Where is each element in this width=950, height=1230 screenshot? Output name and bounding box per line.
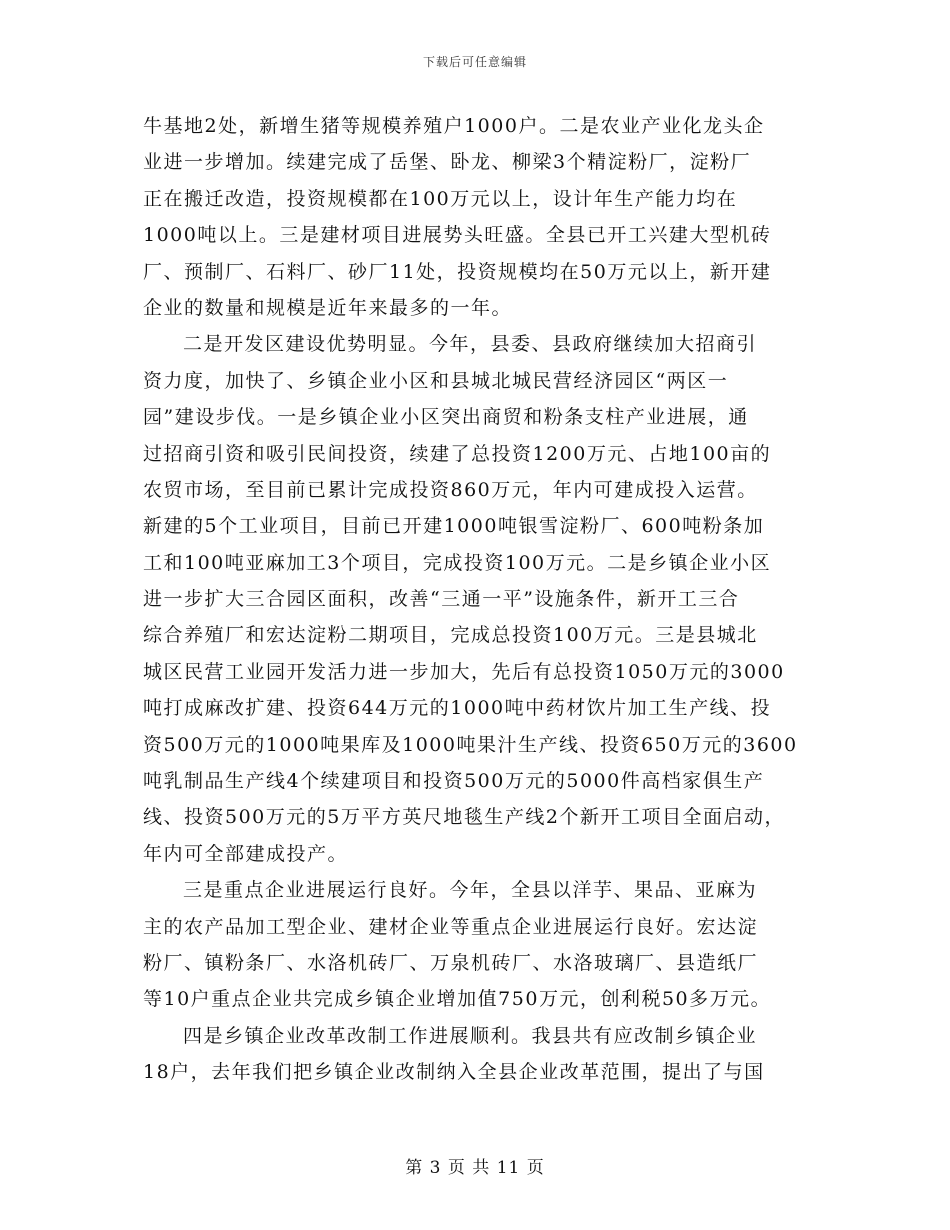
text-line: 园”建设步伐。一是乡镇企业小区突出商贸和粉条支柱产业进展，通 [143, 406, 749, 429]
text-line: 工和100吨亚麻加工3个项目，完成投资100万元。二是乡镇企业小区 [143, 551, 772, 574]
paragraph-first-line: 四是乡镇企业改革改制工作进展顺利。我县共有应改制乡镇企业 [183, 1024, 758, 1047]
paragraph-first-line: 二是开发区建设优势明显。今年，县委、县政府继续加大招商引 [183, 333, 758, 356]
text-line: 吨乳制品生产线4个续建项目和投资500万元的5000件高档家俱生产 [143, 770, 765, 793]
text-line: 综合养殖厂和宏达淀粉二期项目，完成总投资100万元。三是县城北 [143, 624, 758, 647]
text-line: 牛基地2处，新增生猪等规模养殖户1000户。二是农业产业化龙头企 [143, 115, 765, 137]
text-line: 年内可全部建成投产。 [143, 842, 349, 865]
text-line: 18户，去年我们把乡镇企业改制纳入全县企业改革范围，提出了与国 [143, 1061, 765, 1084]
text-line: 等10户重点企业共完成乡镇企业增加值750万元，创利税50多万元。 [143, 988, 772, 1011]
paragraph-first-line: 三是重点企业进展运行良好。今年，全县以洋芋、果品、亚麻为 [183, 879, 758, 902]
text-line: 正在搬迁改造，投资规模都在100万元以上，设计年生产能力均在 [143, 187, 738, 210]
text-line: 厂、预制厂、石料厂、砂厂11处，投资规模均在50万元以上，新开建 [143, 260, 772, 283]
text-line: 吨打成麻改扩建、投资644万元的1000吨中药材饮片加工生产线、投 [143, 697, 772, 720]
text-line: 粉厂、镇粉条厂、水洛机砖厂、万泉机砖厂、水洛玻璃厂、县造纸厂 [143, 951, 759, 974]
text-line: 城区民营工业园开发活力进一步加大，先后有总投资1050万元的3000 [143, 660, 785, 683]
text-line: 进一步扩大三合园区面积，改善“三通一平”设施条件，新开工三合 [143, 588, 740, 611]
text-line: 企业的数量和规模是近年来最多的一年。 [143, 296, 513, 319]
text-line: 线、投资500万元的5万平方英尺地毯生产线2个新开工项目全面启动， [143, 806, 785, 829]
text-line: 业进一步增加。续建完成了岳堡、卧龙、柳梁3个精淀粉厂，淀粉厂 [143, 151, 752, 174]
text-line: 新建的5个工业项目，目前已开建1000吨银雪淀粉厂、600吨粉条加 [143, 515, 765, 538]
text-line: 过招商引资和吸引民间投资，续建了总投资1200万元、占地100亩的 [143, 442, 772, 465]
text-line: 农贸市场，至目前已累计完成投资860万元，年内可建成投入运营。 [143, 478, 758, 501]
text-line: 资力度，加快了、乡镇企业小区和县城北城民营经济园区“两区一 [143, 369, 729, 392]
page-header: 下载后可任意编辑 [422, 55, 527, 69]
page-footer: 第 3 页 共 11 页 [405, 1158, 545, 1178]
document-body [143, 108, 823, 1091]
text-line: 1000吨以上。三是建材项目进展势头旺盛。全县已开工兴建大型机砖 [143, 224, 772, 247]
text-line: 主的农产品加工型企业、建材企业等重点企业进展运行良好。宏达淀 [143, 915, 759, 938]
text-line: 资500万元的1000吨果库及1000吨果汁生产线、投资650万元的3600 [143, 733, 798, 756]
